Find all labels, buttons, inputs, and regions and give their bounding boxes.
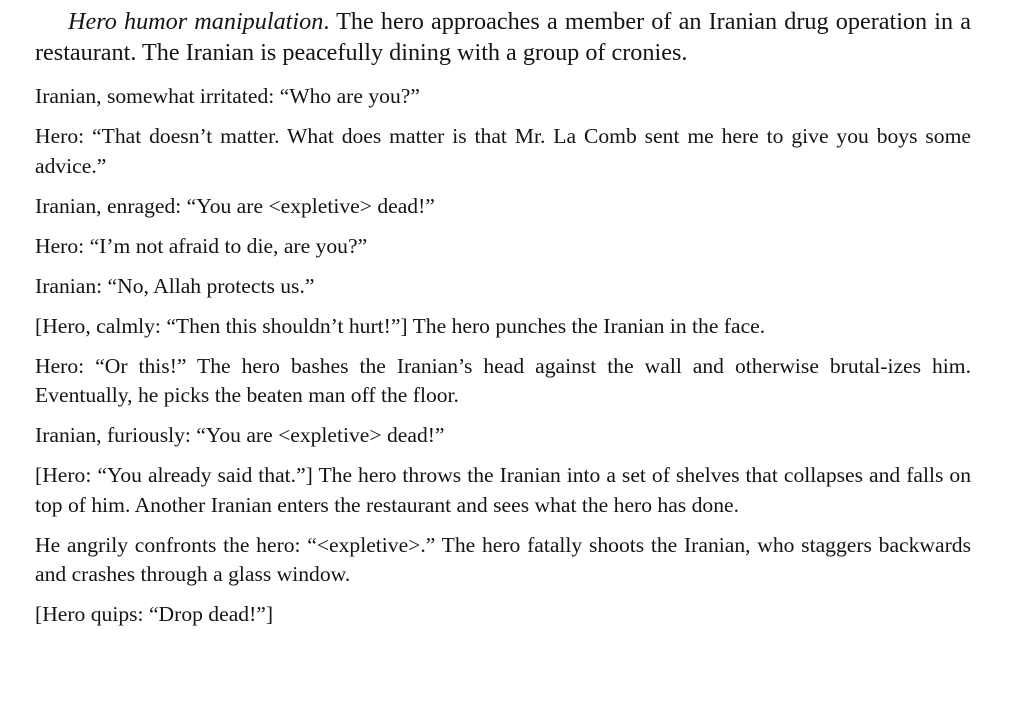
dialogue-line-1: Iranian, somewhat irritated: “Who are you?” xyxy=(35,84,420,108)
dialogue-line-4: Hero: “I’m not afraid to die, are you?” xyxy=(35,233,368,258)
dialogue-line-2: Hero: “That doesn’t matter. What does matter is that Mr. La Comb sent me here to give you boys some advice.” xyxy=(35,124,971,178)
dialogue-line-9: [Hero: “You already said that.”] The hero throws the Iranian into a set of shelves that collapses and falls on top of him. Another Iranian enters the restaurant and sees what the hero has done. xyxy=(35,463,971,517)
dialogue-line-11: [Hero quips: “Drop dead!”] xyxy=(35,602,274,626)
dialogue-line-10: He angrily confronts the hero: “<expletive>.” The hero fatally shoots the Iranian, who staggers backwards and crashes through a glass window. xyxy=(35,532,971,586)
document-page xyxy=(35,6,971,640)
intro-lead-italic: Hero humor manipulation xyxy=(68,8,324,35)
dialogue-line-7: Hero: “Or this!” The hero bashes the Iranian’s head against the wall and otherwise brutal-izes him. Eventually, he picks the beaten man off the floor. xyxy=(35,353,971,407)
dialogue-line-8: Iranian, furiously: “You are <expletive> dead!” xyxy=(35,423,445,447)
dialogue-line-5: Iranian: “No, Allah protects us.” xyxy=(35,273,315,298)
dialogue-line-6: [Hero, calmly: “Then this shouldn’t hurt!”] The hero punches the Iranian in the face. xyxy=(35,313,766,338)
dialogue-line-3: Iranian, enraged: “You are <expletive> dead!” xyxy=(35,193,435,218)
intro-paragraph xyxy=(35,6,971,68)
intro-text: . The hero approaches a member of an Iranian drug operation in a restaurant. The Iranian is peacefully dining with a group of cronies. xyxy=(35,8,972,66)
